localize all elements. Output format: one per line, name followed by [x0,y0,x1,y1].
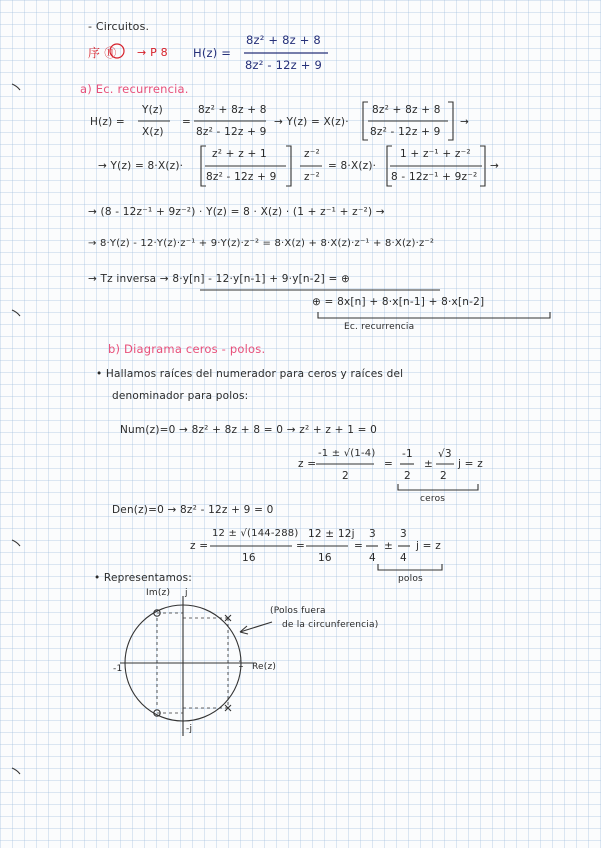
zero-root-end: j = z [458,458,483,470]
margin-mark [12,310,20,316]
zero-root-sqrt-num: √3 [438,448,452,460]
line2-mult-num: z⁻² [304,148,320,160]
annotation-arrow [240,622,272,632]
margin-mark [12,768,20,774]
line1-lhs: H(z) = [90,116,125,128]
pole-root-eq: = [296,540,305,552]
pole-root-eq2: = [354,540,363,552]
zero-marker [154,610,160,616]
line1-frac2-num: 8z² + 8z + 8 [198,104,267,116]
zero-root-eq: = [384,458,393,470]
bracket-right [480,146,485,186]
annotation-arrowhead [240,626,248,634]
zeros-label: ceros [420,494,446,504]
plot-minus-one: -1 [113,664,123,674]
zero-root-den: 2 [342,470,349,482]
numerator-equation: Num(z)=0 → 8z² + 8z + 8 = 0 → z² + z + 1 = 0 [120,424,378,436]
zeros-brace [398,484,478,490]
plot-im-label: Im(z) [146,588,171,598]
line1-frac-num: Y(z) [142,104,163,116]
bullet-roots-cont: denominador para polos: [112,390,249,402]
pole-root-lhs: z = [190,540,209,552]
annotation-line1: (Polos fuera [270,606,326,616]
bracket-right [286,146,291,186]
annotation-line2: de la circunferencia) [282,620,379,630]
pole-root2-num: 12 ± 12j [308,528,355,540]
line2-frac-num: z² + z + 1 [212,148,267,160]
zero-marker [154,710,160,716]
margin-mark [12,540,20,546]
margin-mark [12,84,20,90]
problem-arrow: → P 8 [137,46,168,59]
pole-root3-b-num: 3 [400,528,407,540]
zero-root-sqrt-den: 2 [440,470,447,482]
zero-root-num: -1 ± √(1-4) [318,448,376,459]
pole-root-pm: ± [384,540,393,552]
zero-root-pm: ± [424,458,433,470]
unit-circle [125,605,241,721]
pole-marker [225,705,231,711]
pole-root3-a-den: 4 [369,552,376,564]
line1-frac2-den: 8z² - 12z + 9 [196,126,267,138]
line3: → (8 - 12z⁻¹ + 9z⁻²) · Y(z) = 8 · X(z) · (1 + z⁻¹ + z⁻²) → [88,206,385,218]
bracket-left [363,102,368,140]
section-b-title: b) Diagrama ceros - polos. [108,342,266,356]
hz-numerator: 8z² + 8z + 8 [246,33,321,47]
hz-denominator: 8z² - 12z + 9 [245,58,322,72]
line1-bracket-num: 8z² + 8z + 8 [372,104,441,116]
bracket-right [448,102,453,140]
line4: → 8·Y(z) - 12·Y(z)·z⁻¹ + 9·Y(z)·z⁻² = 8·X(z) + 8·X(z)·z⁻¹ + 8·X(z)·z⁻² [88,238,435,249]
line1-end-arrow: → [460,116,469,128]
line2-end-arrow: → [490,160,499,172]
line1-frac-den: X(z) [142,126,164,138]
zero-root-simpl-num: -1 [402,448,413,460]
line2-frac3-den: 8 - 12z⁻¹ + 9z⁻² [391,171,478,183]
zero-root-simpl-den: 2 [404,470,411,482]
poles-label: polos [398,574,423,584]
pole-root3-a-num: 3 [369,528,376,540]
line2-frac-den: 8z² - 12z + 9 [206,171,277,183]
brace-label: Ec. recurrencia [344,322,415,332]
circuits-title: - Circuitos. [88,20,150,33]
plot-re-label: Re(z) [252,662,277,672]
pole-marker [225,615,231,621]
pole-root3-b-den: 4 [400,552,407,564]
poles-brace [378,564,442,570]
hz-label: H(z) = [193,46,232,60]
line2-mult-den: z⁻² [304,171,320,183]
represent-label: • Representamos: [94,572,193,584]
line6: ⊕ = 8x[n] + 8·x[n-1] + 8·x[n-2] [312,296,485,308]
plot-j-top: j [185,588,188,598]
bullet-roots: • Hallamos raíces del numerador para ceros y raíces del [96,368,404,380]
line5: → Tz inversa → 8·y[n] - 12·y[n-1] + 9·y[n-2] = ⊕ [88,273,351,285]
line2-start: → Y(z) = 8·X(z)· [98,160,184,172]
pole-root2-den: 16 [318,552,332,564]
plot-j-bottom: -j [186,724,193,734]
line2-mid: = 8·X(z)· [328,160,377,172]
line1-equals: = [182,116,191,128]
line1-bracket-den: 8z² - 12z + 9 [370,126,441,138]
pole-root-den: 16 [242,552,256,564]
pole-root-num: 12 ± √(144-288) [212,528,299,539]
line1-arrow: → Y(z) = X(z)· [274,116,349,128]
problem-label: 序 ⑪ [88,46,117,60]
denominator-equation: Den(z)=0 → 8z² - 12z + 9 = 0 [112,504,274,516]
pole-root-end: j = z [416,540,441,552]
line2-frac3-num: 1 + z⁻¹ + z⁻² [400,148,471,160]
recurrence-brace [318,312,550,318]
section-a-title: a) Ec. recurrencia. [80,82,189,96]
zero-root-lhs: z = [298,458,317,470]
plot-one: 1 [238,660,244,670]
